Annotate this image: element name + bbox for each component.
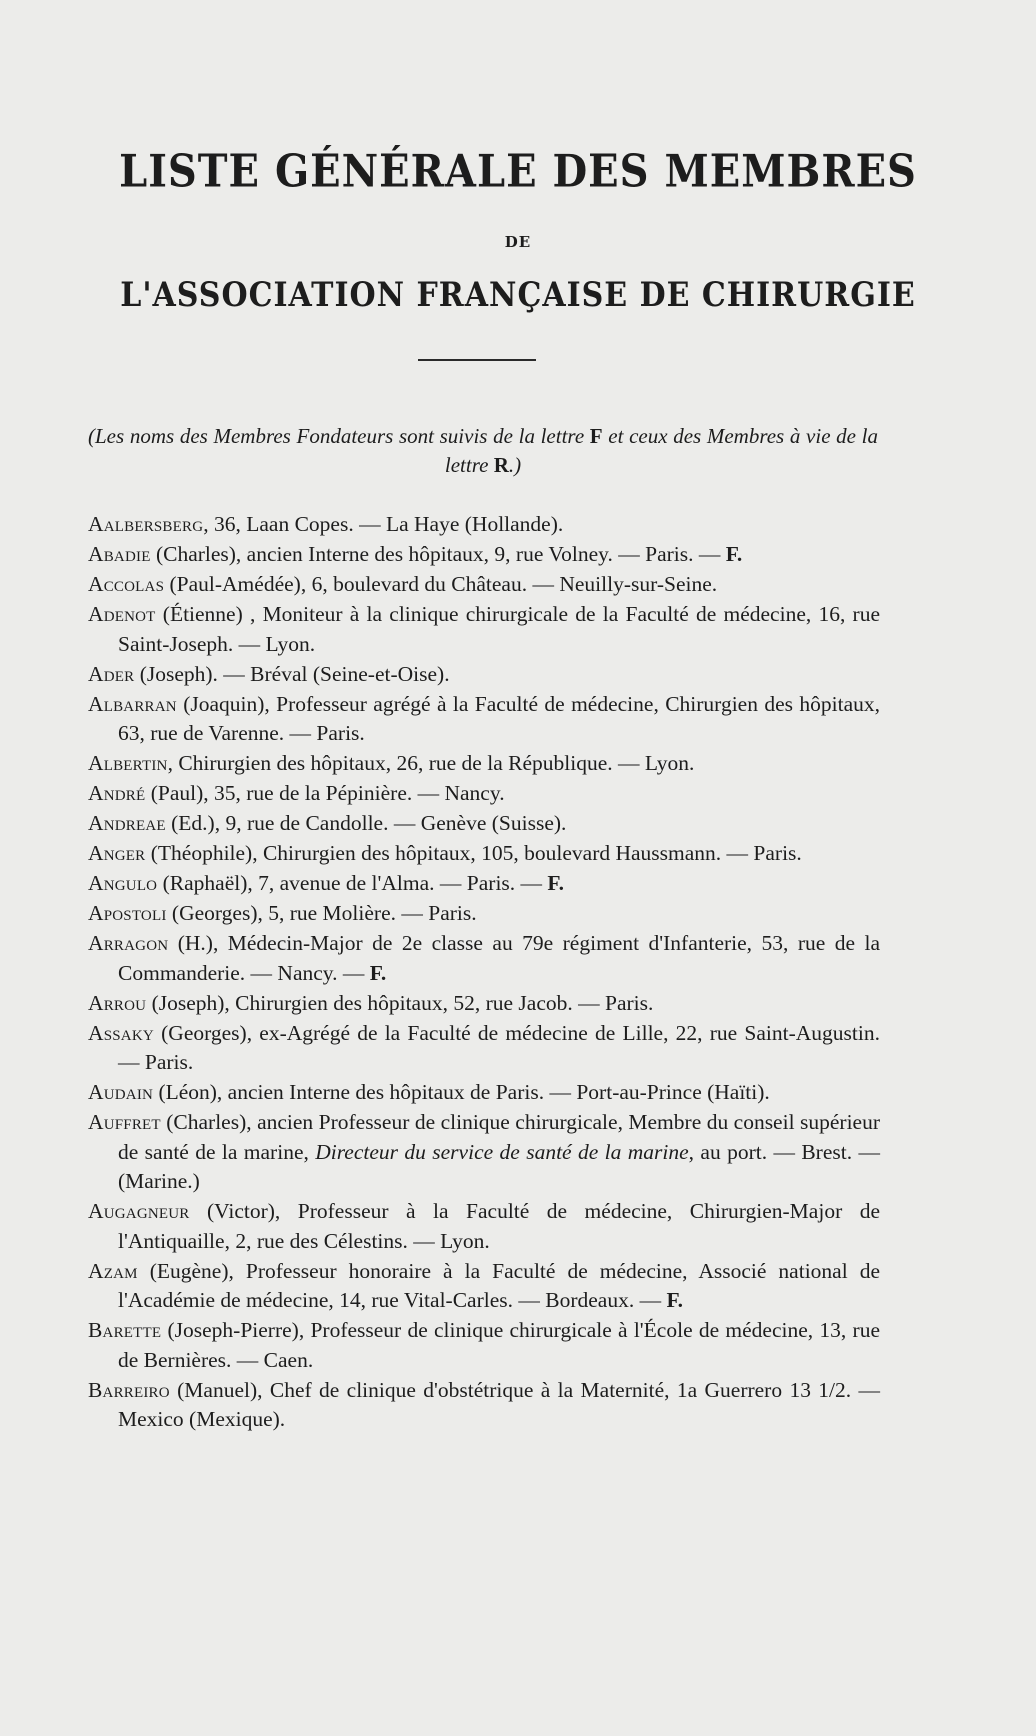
member-name: André [88, 781, 146, 805]
member-details: (Victor), Professeur à la Faculté de médecine, Chirurgien-Major de l'Antiquaille, 2, rue des Célestins. — Lyon. [118, 1199, 880, 1253]
member-name: Albarran [88, 691, 177, 716]
member-entry [88, 1108, 880, 1197]
member-name: Ader [88, 661, 135, 686]
member-name: Assaky [88, 1020, 154, 1045]
member-details: (Raphaël), 7, avenue de l'Alma. — Paris. — [157, 871, 548, 895]
member-details: (Manuel), Chef de clinique d'obstétrique à la Maternité, 1a Guerrero 13 1/2. — Mexico (Mexique). [118, 1377, 880, 1431]
member-name: Accolas [88, 572, 165, 596]
member-entry [88, 540, 880, 570]
member-entry [88, 1376, 880, 1435]
member-details: (Théophile), Chirurgien des hôpitaux, 105, boulevard Haussmann. — Paris. [145, 841, 802, 865]
member-details: (Joseph-Pierre), Professeur de clinique chirurgicale à l'École de médecine, 13, rue de Bernières. — Caen. [118, 1318, 880, 1372]
member-entry [88, 839, 880, 869]
note-close: .) [508, 453, 522, 477]
member-entry [88, 690, 880, 749]
member-name: Barette [88, 1318, 162, 1342]
member-details: , 36, Laan Copes. — La Haye (Hollande). [203, 512, 564, 536]
member-entry [88, 660, 880, 690]
member-entry [88, 929, 880, 988]
member-entry [88, 570, 880, 600]
member-name: Arrou [88, 990, 147, 1015]
member-name: Apostoli [88, 901, 167, 925]
note-letter-r: R [493, 453, 509, 477]
note-letter-f: F [589, 424, 603, 448]
member-details: (Paul), 35, rue de la Pépinière. — Nancy. [145, 781, 505, 805]
member-details-tail: , au port. — Brest. — (Marine.) [118, 1139, 880, 1193]
member-entry [88, 1019, 880, 1078]
member-name: Arragon [88, 931, 169, 955]
member-name: Auffret [88, 1110, 161, 1134]
member-details: (Charles), ancien Professeur de clinique chirurgicale, Membre du conseil supérieur de santé de la marine, [118, 1110, 880, 1164]
member-entry [88, 989, 880, 1019]
member-details: (Ed.), 9, rue de Candolle. — Genève (Suisse). [165, 811, 567, 835]
legend-note [88, 422, 878, 480]
member-name: Azam [88, 1258, 138, 1283]
member-details: , Chirurgien des hôpitaux, 26, rue de la République. — Lyon. [167, 751, 695, 775]
member-list [88, 510, 880, 1435]
member-details: (Georges), ex-Agrégé de la Faculté de médecine de Lille, 22, rue Saint-Augustin. — Paris. [118, 1020, 880, 1074]
member-name: Angulo [88, 871, 158, 895]
member-name: Anger [88, 841, 146, 865]
member-entry [88, 869, 880, 899]
member-details: (Georges), 5, rue Molière. — Paris. [166, 901, 477, 925]
member-details: (Joseph). — Bréval (Seine-et-Oise). [134, 661, 450, 686]
member-details: (Charles), ancien Interne des hôpitaux, 9, rue Volney. — Paris. — [150, 542, 726, 566]
member-details: (Joseph), Chirurgien des hôpitaux, 52, rue Jacob. — Paris. [146, 990, 654, 1015]
note-mid: et ceux des Membres à vie de la lettre [444, 424, 878, 477]
member-name: Augagneur [88, 1199, 190, 1223]
member-name: Abadie [88, 542, 151, 566]
founder-mark: F. [547, 871, 564, 895]
member-details: (Léon), ancien Interne des hôpitaux de Paris. — Port-au-Prince (Haïti). [153, 1080, 770, 1104]
member-name: Aalbersberg [88, 512, 204, 536]
member-details: (Eugène), Professeur honoraire à la Faculté de médecine, Associé national de l'Académie de médecine, 14, rue Vital-Carles. — Bordeaux. — [118, 1258, 880, 1312]
member-title-italic: Directeur du service de santé de la marine [315, 1139, 689, 1164]
founder-mark: F. [666, 1288, 684, 1312]
member-name: Barreiro [88, 1377, 170, 1402]
member-entry [88, 1078, 880, 1108]
member-entry [88, 749, 880, 779]
member-name: Adenot [88, 602, 156, 626]
founder-mark: F. [725, 542, 743, 566]
member-entry [88, 779, 880, 809]
member-details: (H.), Médecin-Major de 2e classe au 79e régiment d'Infanterie, 53, rue de la Commanderie. — Nancy. — [118, 931, 880, 985]
title-connector: DE [504, 233, 532, 251]
member-name: Audain [88, 1080, 154, 1104]
title-rule [418, 359, 536, 361]
member-details: (Joaquin), Professeur agrégé à la Faculté de médecine, Chirurgien des hôpitaux, 63, rue de Varenne. — Paris. [118, 691, 880, 745]
founder-mark: F. [369, 960, 387, 985]
page-subtitle: L'ASSOCIATION FRANÇAISE DE CHIRURGIE [120, 275, 916, 316]
note-open: (Les noms des Membres Fondateurs sont suivis de la lettre [88, 424, 590, 448]
member-entry [88, 899, 880, 929]
page-title: LISTE GÉNÉRALE DES MEMBRES [119, 145, 917, 198]
member-entry [88, 1257, 880, 1316]
member-details: (Étienne) , Moniteur à la clinique chirurgicale de la Faculté de médecine, 16, rue Saint-Joseph. — Lyon. [118, 602, 880, 656]
member-name: Albertin [88, 751, 168, 775]
member-entry [88, 1197, 880, 1256]
member-name: Andreae [88, 811, 166, 835]
member-entry [88, 600, 880, 659]
member-entry [88, 809, 880, 839]
member-entry [88, 510, 880, 540]
member-details: (Paul-Amédée), 6, boulevard du Château. — Neuilly-sur-Seine. [164, 572, 718, 596]
member-entry [88, 1316, 880, 1375]
